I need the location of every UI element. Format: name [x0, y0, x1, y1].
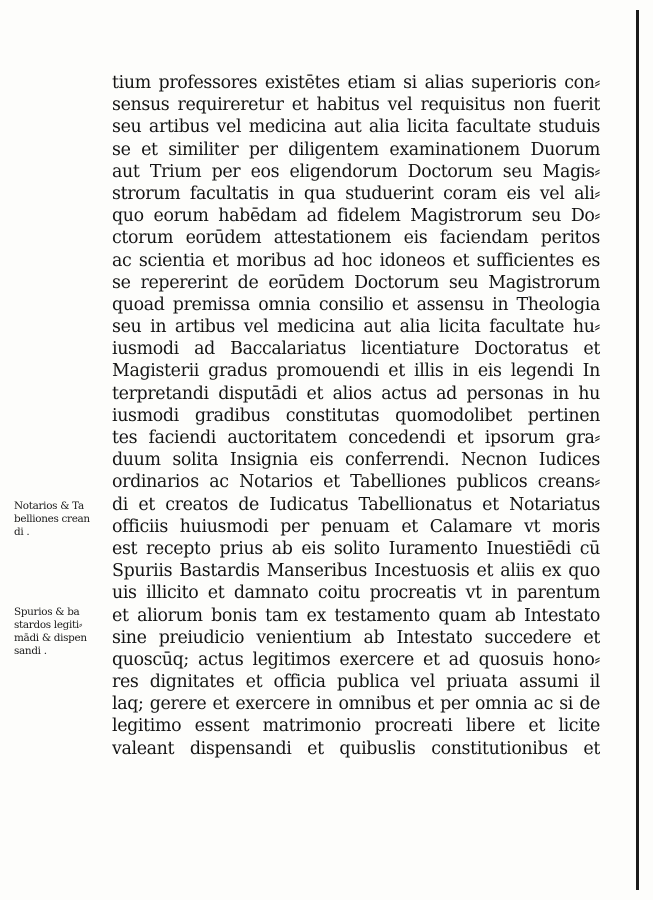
margin-note-line: sandi . [14, 645, 47, 657]
text-line: tium professores existētes etiam si alias superioris con⸗ [112, 73, 600, 93]
text-line: quoad premissa omnia consilio et assensu in Theologia [112, 294, 600, 315]
text-line: seu artibus vel medicina aut alia licita facultate studuis [112, 117, 600, 138]
text-line: strorum facultatis in qua studuerint coram eis vel ali⸗ [112, 183, 600, 204]
margin-note-line: stardos legiti⸗ [14, 619, 83, 631]
text-line: aut Trium per eos eligendorum Doctorum seu Magis⸗ [112, 161, 600, 182]
text-line: quo eorum habēdam ad fidelem Magistrorum seu Do⸗ [112, 206, 600, 227]
text-line: laq; gerere et exercere in omnibus et per omnia ac si de [112, 694, 600, 715]
margin-note-notarios [14, 500, 106, 539]
text-line: seu in artibus vel medicina aut alia licita facultate hu⸗ [112, 317, 600, 338]
text-line: se et similiter per diligentem examinationem Duorum [112, 139, 600, 160]
text-line: duum solita Insignia eis conferrendi. Necnon Iudices [112, 450, 600, 471]
page-edge-line [636, 10, 639, 890]
text-line: Spuriis Bastardis Manseribus Incestuosis et aliis ex quo [112, 561, 600, 582]
text-line: legitimo essent matrimonio procreati libere et licite [112, 716, 600, 737]
margin-note-line: belliones crean [14, 513, 90, 525]
text-line: tes faciendi auctoritatem concedendi et ipsorum gra⸗ [112, 428, 600, 448]
text-line: se repererint de eorūdem Doctorum seu Magistrorum [112, 272, 600, 293]
text-line: est recepto prius ab eis solito Iuramento Inuestiēdi cū [112, 538, 600, 559]
text-line: ordinarios ac Notarios et Tabelliones publicos creans⸗ [112, 472, 600, 493]
text-line: terpretandi disputādi et alios actus ad personas in hu [112, 383, 600, 404]
text-line: sensus requireretur et habitus vel requisitus non fuerit [112, 95, 600, 116]
text-line: iusmodi gradibus constitutas quomodolibet pertinen [112, 405, 600, 426]
text-line: officiis huiusmodi per penuam et Calamare vt moris [112, 516, 600, 537]
text-line: et aliorum bonis tam ex testamento quam ab Intestato [112, 605, 600, 626]
margin-note-line: mādi & dispen [14, 632, 87, 644]
text-line: uis illicito et damnato coitu procreatis vt in parentum [112, 583, 600, 604]
margin-note-line: Notarios & Ta [14, 500, 84, 512]
main-text-block [112, 72, 600, 760]
text-line: sine preiudicio venientium ab Intestato succedere et [112, 627, 600, 648]
text-line: res dignitates et officia publica vel priuata assumi il [112, 672, 600, 693]
margin-note-spurios [14, 606, 106, 658]
text-line: di et creatos de Iudicatus Tabellionatus et Notariatus [112, 494, 600, 515]
text-line: quoscūq; actus legitimos exercere et ad quosuis hono⸗ [112, 649, 600, 670]
text-line: iusmodi ad Baccalariatus licentiature Doctoratus et [112, 339, 600, 360]
text-line: Magisterii gradus promouendi et illis in eis legendi In [112, 361, 600, 382]
text-line: valeant dispensandi et quibuslis constitutionibus et [112, 738, 600, 759]
margin-note-line: Spurios & ba [14, 606, 80, 618]
text-line: ctorum eorūdem attestationem eis faciendam peritos [112, 228, 600, 249]
margin-note-line: di . [14, 526, 30, 538]
text-line: ac scientia et moribus ad hoc idoneos et sufficientes es [112, 250, 600, 271]
